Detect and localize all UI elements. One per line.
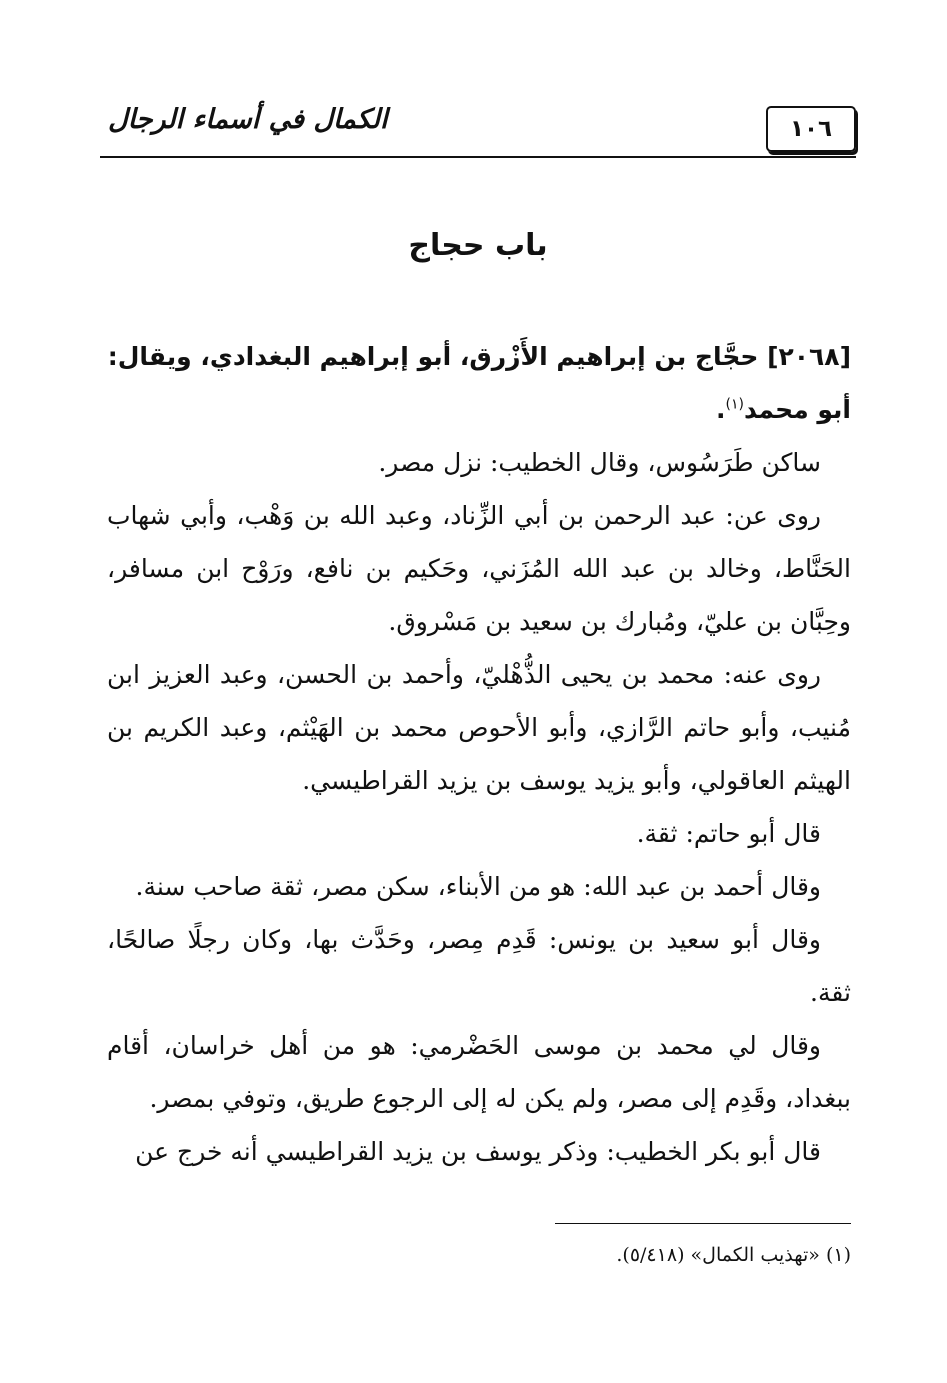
book-title: الكمال في أسماء الرجال — [108, 104, 388, 135]
footnote-separator — [555, 1223, 851, 1224]
page-number: ١٠٦ — [766, 106, 856, 152]
paragraph: ساكن طَرَسُوس، وقال الخطيب: نزل مصر. — [378, 448, 821, 477]
paragraph: وقال أبو سعيد بن يونس: قَدِم مِصر، وحَدَّث بها، وكان رجلًا صالحًا، ثقة. — [107, 925, 851, 1007]
paragraph: روى عنه: محمد بن يحيى الذُّهْليّ، وأحمد بن الحسن، وعبد العزيز ابن مُنيب، وأبو حاتم الرَّازي، وأبو الأحوص محمد بن الهَيْثم، وعبد الكريم بن الهيثم العاقولي، وأبو يزيد يوسف بن يزيد القراطيسي. — [107, 660, 851, 795]
entry-heading-line2: أبو محمد — [743, 395, 851, 424]
page-header — [100, 96, 856, 166]
entry-heading-line1: [٢٠٦٨] حجَّاج بن إبراهيم الأَزْرق، أبو إبراهيم البغدادي، ويقال: — [107, 342, 851, 371]
paragraph: وقال أحمد بن عبد الله: هو من الأبناء، سكن مصر، ثقة صاحب سنة. — [135, 872, 821, 901]
footnote-marker: (١) — [725, 396, 744, 413]
main-text — [107, 330, 851, 1178]
paragraph: وقال لي محمد بن موسى الحَضْرمي: هو من أهل خراسان، أقام ببغداد، وقَدِم إلى مصر، ولم يكن له إلى الرجوع طريق، وتوفي بمصر. — [107, 1031, 851, 1113]
paragraph: قال أبو حاتم: ثقة. — [636, 819, 821, 848]
chapter-title: باب حجاج — [408, 228, 548, 263]
header-rule — [100, 156, 856, 158]
paragraph: قال أبو بكر الخطيب: وذكر يوسف بن يزيد القراطيسي أنه خرج عن — [135, 1137, 821, 1166]
entry-heading-end: . — [716, 395, 726, 424]
footnote: (١) «تهذيب الكمال» (٥/٤١٨). — [616, 1244, 851, 1266]
entry-heading — [107, 330, 851, 436]
paragraph: روى عن: عبد الرحمن بن أبي الزِّناد، وعبد الله بن وَهْب، وأبي شهاب الحَنَّاط، وخالد بن عبد الله المُزَني، وحَكيم بن نافع، ورَوْح ابن مسافر، وحِبَّان بن عليّ، ومُبارك بن سعيد بن مَسْروق. — [107, 501, 851, 636]
